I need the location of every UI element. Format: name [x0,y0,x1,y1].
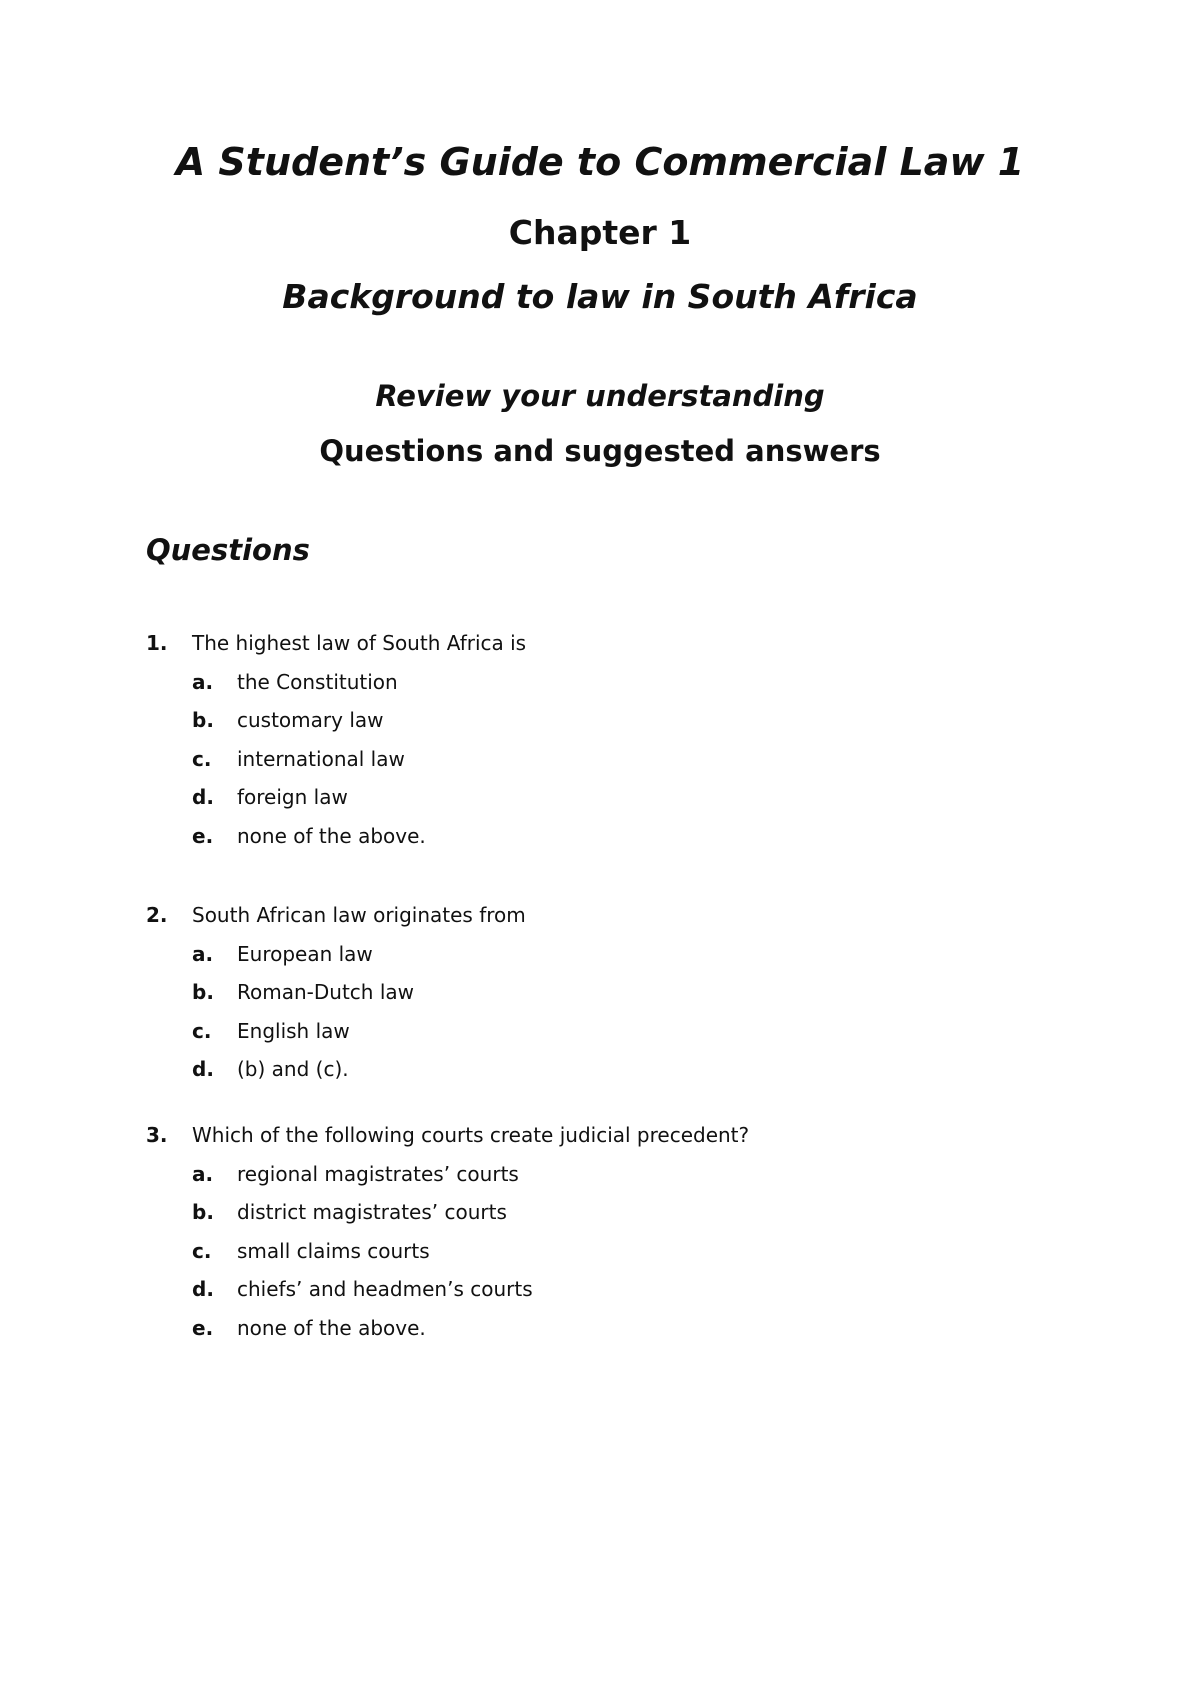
question-1 [146,624,1046,855]
option-text: chiefs’ and headmen’s courts [237,1277,533,1301]
question-3 [146,1116,1046,1347]
answer-option [146,817,1046,856]
option-text: (b) and (c). [237,1057,349,1081]
option-letter: d. [192,785,214,809]
option-letter: c. [192,1018,212,1043]
questions-answers-heading: Questions and suggested answers [319,434,881,468]
option-text: European law [237,941,373,966]
option-text: the Constitution [237,669,398,694]
option-letter: c. [192,746,212,771]
answer-option [146,701,1046,740]
option-text: district magistrates’ courts [237,1200,507,1224]
questions-section-heading: Questions [146,533,310,567]
option-letter: a. [192,669,214,694]
question-number: 3. [146,1123,168,1147]
option-letter: a. [192,941,214,966]
option-letter: d. [192,1057,214,1081]
answer-option [146,1270,1046,1309]
answer-option [146,1012,1046,1051]
option-text: English law [237,1018,350,1043]
answer-option [146,778,1046,817]
question-number: 2. [146,903,168,927]
option-text: none of the above. [237,1315,426,1340]
answer-option [146,740,1046,779]
answer-option [146,1232,1046,1271]
question-2 [146,896,1046,1089]
question-text: Which of the following courts create judicial precedent? [192,1123,750,1147]
answer-option [146,663,1046,702]
question-text: South African law originates from [192,903,526,927]
option-letter: a. [192,1161,214,1186]
review-heading: Review your understanding [375,379,825,413]
option-text: Roman-Dutch law [237,980,414,1004]
question-stem [146,1116,1046,1155]
option-text: small claims courts [237,1238,430,1263]
option-text: customary law [237,708,384,732]
document-title: A Student’s Guide to Commercial Law 1 [175,140,1025,184]
answer-option [146,935,1046,974]
question-stem [146,896,1046,935]
option-letter: b. [192,1200,214,1224]
answer-option [146,973,1046,1012]
answer-option [146,1309,1046,1348]
answer-option [146,1155,1046,1194]
option-letter: e. [192,1315,214,1340]
option-letter: e. [192,823,214,848]
option-letter: d. [192,1277,214,1301]
option-text: none of the above. [237,823,426,848]
answer-option [146,1050,1046,1089]
question-text: The highest law of South Africa is [192,631,527,655]
option-letter: b. [192,980,214,1004]
chapter-number: Chapter 1 [508,213,692,252]
option-text: international law [237,746,405,771]
option-letter: c. [192,1238,212,1263]
chapter-title: Background to law in South Africa [282,277,918,316]
option-text: foreign law [237,785,348,809]
option-text: regional magistrates’ courts [237,1161,519,1186]
question-number: 1. [146,631,168,655]
answer-option [146,1193,1046,1232]
option-letter: b. [192,708,214,732]
question-stem [146,624,1046,663]
